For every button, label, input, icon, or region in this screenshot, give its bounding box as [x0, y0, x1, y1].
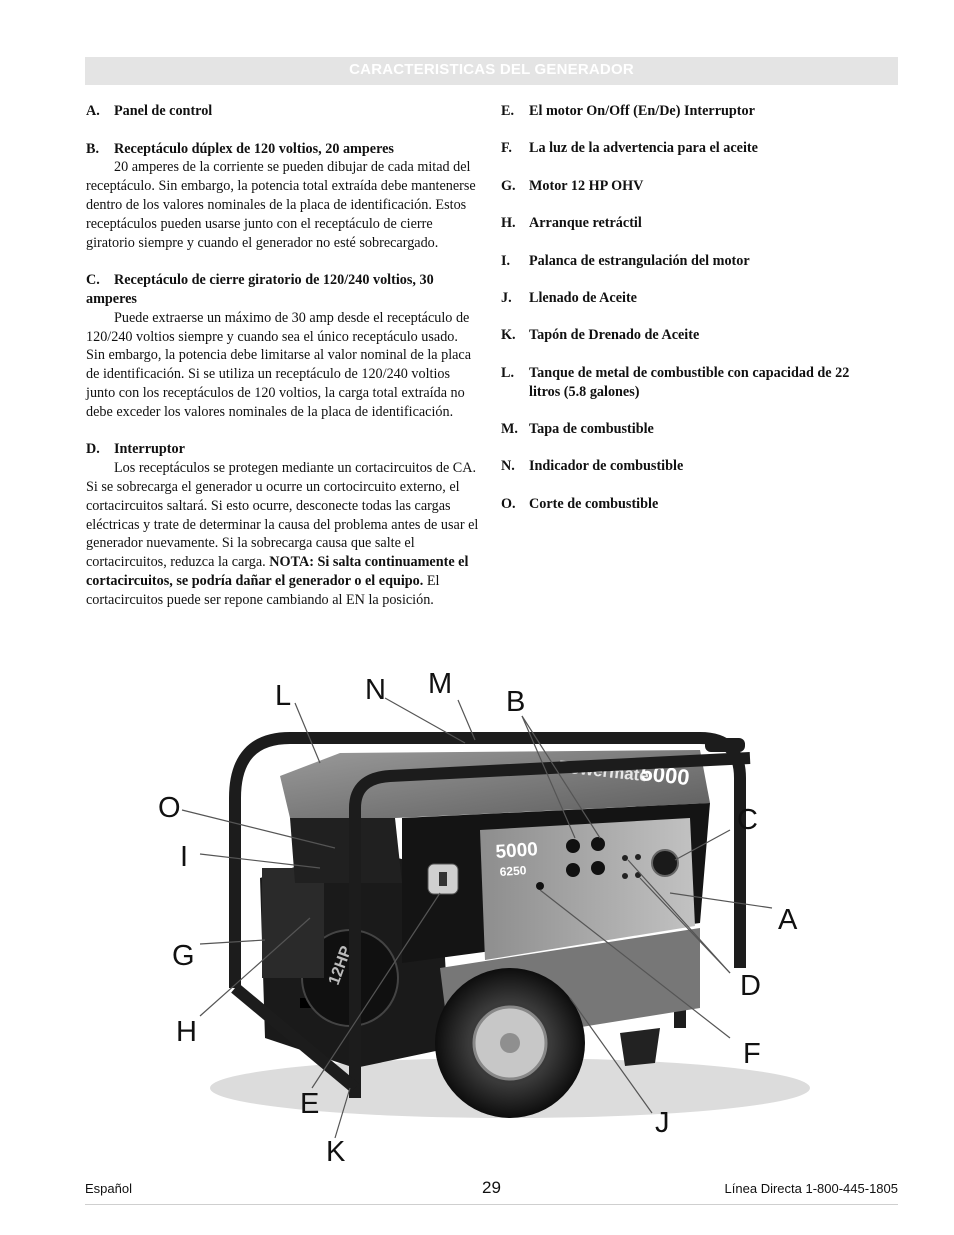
model-number: 5000 [639, 760, 691, 791]
item-letter: B. [86, 140, 100, 157]
item-title: Corte de combustible [529, 495, 659, 512]
item-letter: F. [501, 140, 512, 157]
callout-d: D [740, 970, 761, 1002]
item-title: Interruptor [114, 441, 185, 458]
brand-logo: Powermate [557, 757, 650, 786]
callout-j: J [655, 1107, 670, 1139]
item-letter: G. [501, 177, 516, 194]
item-j [501, 289, 881, 308]
generator-figure [140, 668, 820, 1178]
item-title: El motor On/Off (En/De) Interruptor [529, 103, 755, 119]
callout-c: C [737, 804, 758, 836]
item-i [501, 252, 881, 271]
item-f [501, 139, 881, 158]
item-letter: H. [501, 215, 516, 232]
item-g [501, 177, 881, 196]
callout-n: N [365, 674, 386, 706]
left-column [86, 102, 480, 628]
footer-hotline: Línea Directa 1-800-445-1805 [724, 1181, 898, 1196]
callout-a: A [778, 904, 798, 936]
item-c-heading [86, 271, 480, 309]
callout-leaders [140, 668, 820, 1178]
item-title: Tapa de combustible [529, 420, 654, 437]
item-title: La luz de la advertencia para el aceite [529, 140, 758, 157]
item-title: Receptáculo dúplex de 120 voltios, 20 amperes [114, 140, 394, 157]
item-title: Panel de control [114, 103, 213, 119]
item-o [501, 495, 881, 514]
callout-i: I [180, 841, 189, 873]
callout-g: G [172, 940, 195, 972]
item-letter: C. [86, 272, 100, 289]
page-number: 29 [482, 1178, 501, 1197]
right-column [501, 102, 881, 532]
item-d [86, 440, 480, 609]
item-n [501, 457, 881, 476]
item-title: Tapón de Drenado de Aceite [529, 327, 700, 344]
item-letter: N. [501, 458, 515, 475]
panel-surge-label: 6250 [499, 863, 527, 879]
footer-language: Español [85, 1181, 132, 1196]
item-b-heading [86, 140, 480, 159]
item-letter: E. [501, 103, 515, 119]
item-a-heading [86, 102, 480, 121]
item-title: Tanque de metal de combustible con capacidad de 22 litros (5.8 galones) [529, 364, 850, 400]
item-title: Palanca de estrangulación del motor [529, 252, 750, 269]
item-m [501, 420, 881, 439]
page-footer [85, 1178, 898, 1205]
item-e [501, 102, 881, 121]
engine-label: 12HP [325, 943, 356, 988]
callout-o: O [158, 792, 181, 824]
item-b-body: 20 amperes de la corriente se pueden dibujar de cada mitad del receptáculo. Sin embargo, la potencia total extraída debe mantenerse dentro de los valores nominales de la placa de identificación. Estos receptáculos pueden usarse junto con el receptáculo de cierre giratorio siempre y cuando el generador no esté sobrecargado. [86, 159, 476, 251]
item-c-body: Puede extraerse un máximo de 30 amp desde el receptáculo de 120/240 voltios siempre y cuando sea el único receptáculo usado. Sin embargo, la potencia debe limitarse al valor nominal de la placa de identificación. Si se utiliza un receptáculo de 120/240 voltios junto con los receptáculos de 120 voltios, la carga total extraída no debe exceder los valores nominales de la placa de identificación. [86, 309, 472, 420]
panel-watts-label: 5000 [494, 839, 539, 863]
item-letter: K. [501, 327, 516, 344]
item-letter: M. [501, 420, 518, 437]
callout-b: B [506, 686, 526, 718]
item-title: Arranque retráctil [529, 215, 642, 232]
callout-k: K [326, 1136, 346, 1168]
item-c [86, 271, 480, 421]
item-title: Llenado de Aceite [529, 289, 637, 306]
item-d-heading [86, 440, 480, 459]
section-banner: CARACTERISTICAS DEL GENERADOR [85, 57, 898, 85]
item-letter: O. [501, 495, 516, 512]
callout-m: M [428, 668, 453, 700]
item-d-note: NOTA: Si salta continuamente el cortacircuitos, se podría dañar el generador o el equipo. [86, 554, 469, 589]
callout-f: F [743, 1038, 761, 1070]
callout-h: H [176, 1016, 197, 1048]
callout-e: E [300, 1088, 320, 1120]
item-d-text: Los receptáculos se protegen mediante un cortacircuitos de CA. Si se sobrecarga el generador u ocurre un cortocircuito externo, el cortacircuitos saltará. Si esto ocurre, desconecte todas las cargas eléctricas y trate de determinar la causa del problema antes de usar el generador nuevamente. Si la sobrecarga causa que salte el cortacircuitos, reduzca la carga. [86, 460, 479, 571]
item-d-body [86, 459, 480, 609]
item-letter: A. [86, 103, 100, 119]
item-b [86, 140, 480, 253]
item-title: Receptáculo de cierre giratorio de 120/240 voltios, 30 amperes [86, 272, 434, 307]
item-letter: L. [501, 364, 515, 381]
item-d-after: El cortacircuitos puede ser repone cambiando al EN la posición. [86, 572, 440, 608]
item-letter: I. [501, 252, 511, 269]
item-letter: J. [501, 289, 512, 306]
item-title: Motor 12 HP OHV [529, 177, 644, 194]
item-letter: D. [86, 441, 100, 458]
item-l [501, 364, 881, 402]
item-k [501, 326, 881, 345]
item-title: Indicador de combustible [529, 458, 684, 475]
callout-l: L [275, 680, 292, 712]
item-h [501, 214, 881, 233]
item-a [86, 102, 480, 121]
